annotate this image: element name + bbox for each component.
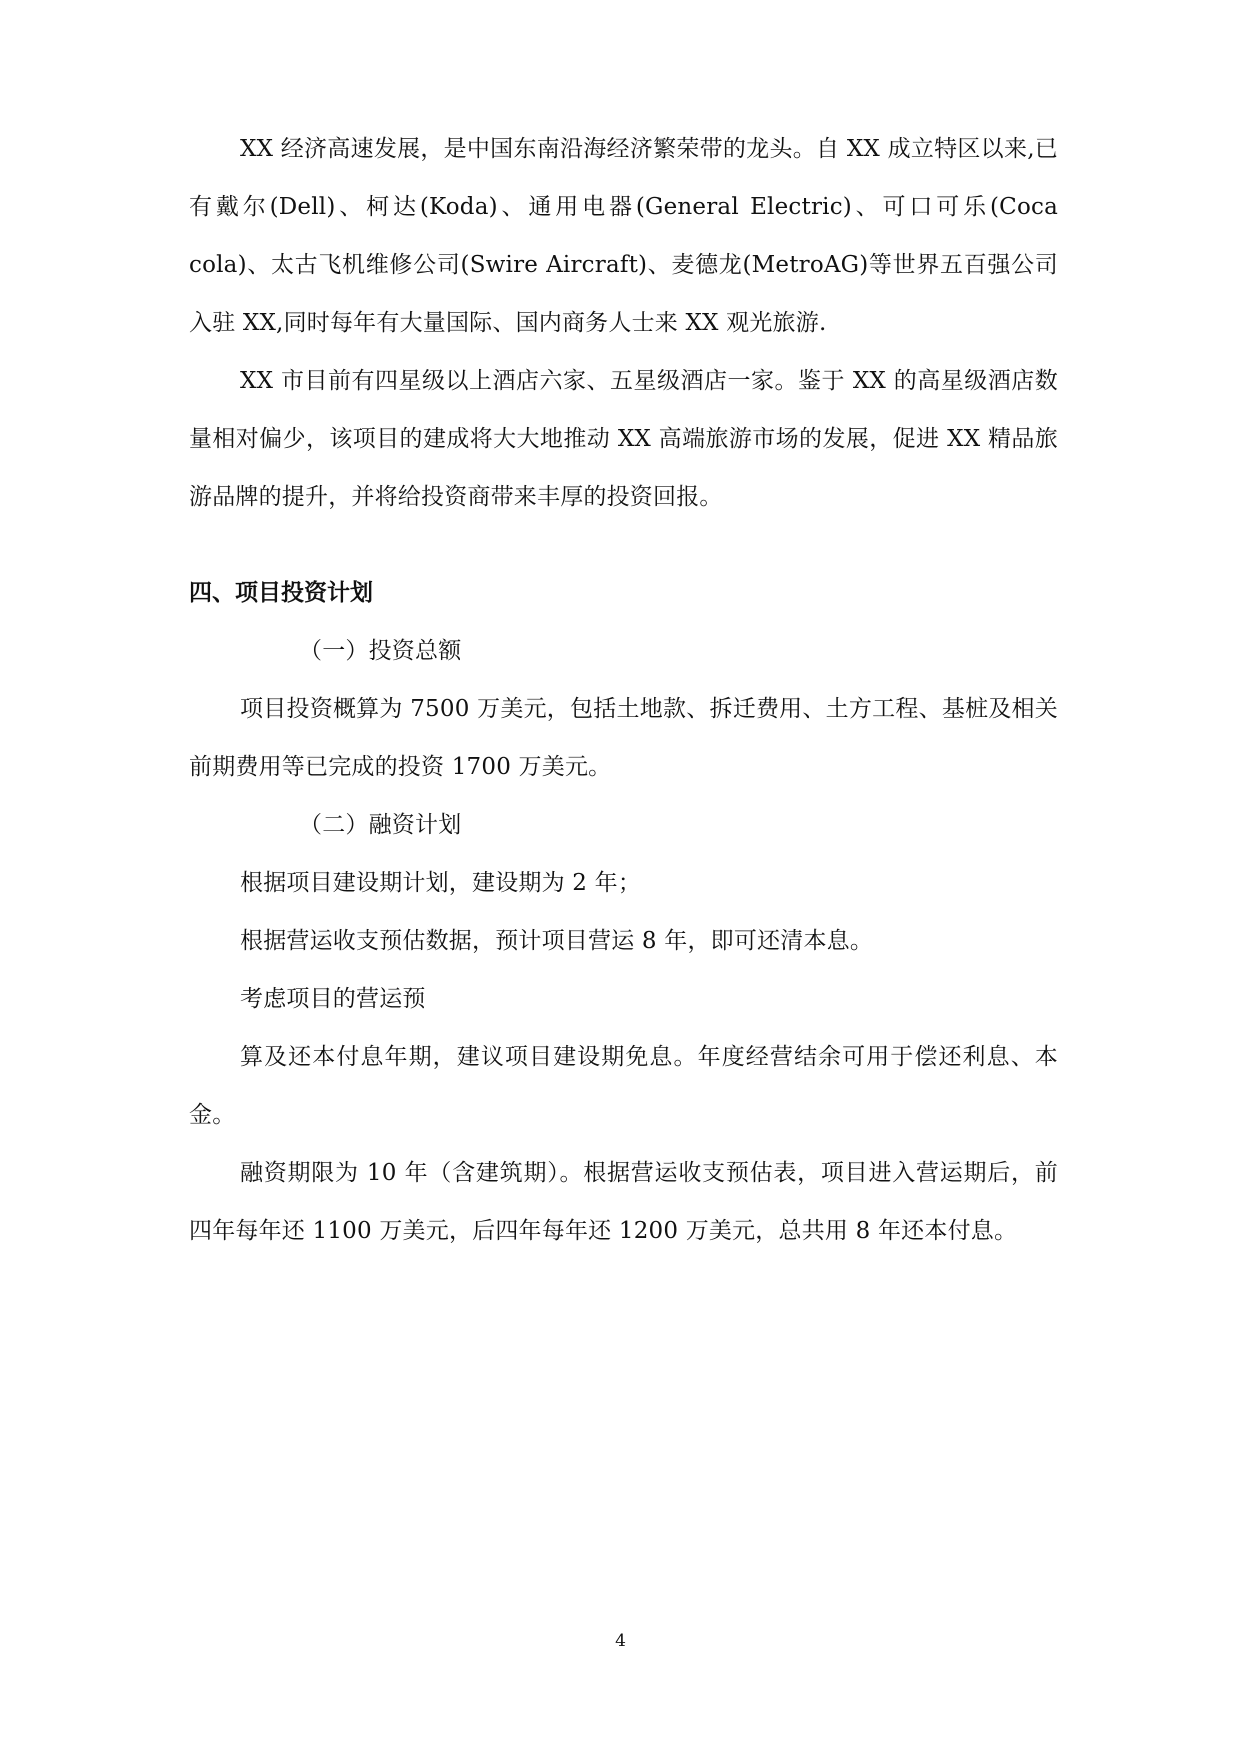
section-heading-investment-plan: 四、项目投资计划 [189,580,373,606]
paragraph-hotel-market: XX 市目前有四星级以上酒店六家、五星级酒店一家。鉴于 XX 的高星级酒店数量相对偏少，该项目的建成将大大地推动 XX 高端旅游市场的发展，促进 XX 精品旅游品牌的提升，并将给投资商带来丰厚的投资回报。 [189,368,1058,510]
page-number: 4 [615,1631,626,1651]
paragraph-economic-development: XX 经济高速发展，是中国东南沿海经济繁荣带的龙头。自 XX 成立特区以来,已有戴尔(Dell)、柯达(Koda)、通用电器(General Electric)、可口可乐(Coca cola)、太古飞机维修公司(Swire Aircraft)、麦德龙(MetroAG)等世界五百强公司入驻 XX,同时每年有大量国际、国内商务人士来 XX 观光旅游. [189,136,1058,336]
subsection-title-total-investment: （一）投资总额 [299,638,462,664]
paragraph-investment-estimate: 项目投资概算为 7500 万美元，包括土地款、拆迁费用、土方工程、基桩及相关前期费用等已完成的投资 1700 万美元。 [189,696,1058,780]
paragraph-construction-period: 根据项目建设期计划，建设期为 2 年； [240,870,642,896]
paragraph-interest-free: 算及还本付息年期，建议项目建设期免息。年度经营结余可用于偿还利息、本金。 [189,1044,1058,1128]
paragraph-operation-budget: 考虑项目的营运预 [240,986,426,1012]
paragraph-repayment-estimate: 根据营运收支预估数据，预计项目营运 8 年，即可还清本息。 [240,928,874,954]
paragraph-financing-term: 融资期限为 10 年（含建筑期）。根据营运收支预估表，项目进入营运期后，前四年每年还 1100 万美元，后四年每年还 1200 万美元，总共用 8 年还本付息。 [189,1160,1058,1244]
subsection-title-financing-plan: （二）融资计划 [299,812,462,838]
page-content [189,120,1058,1260]
